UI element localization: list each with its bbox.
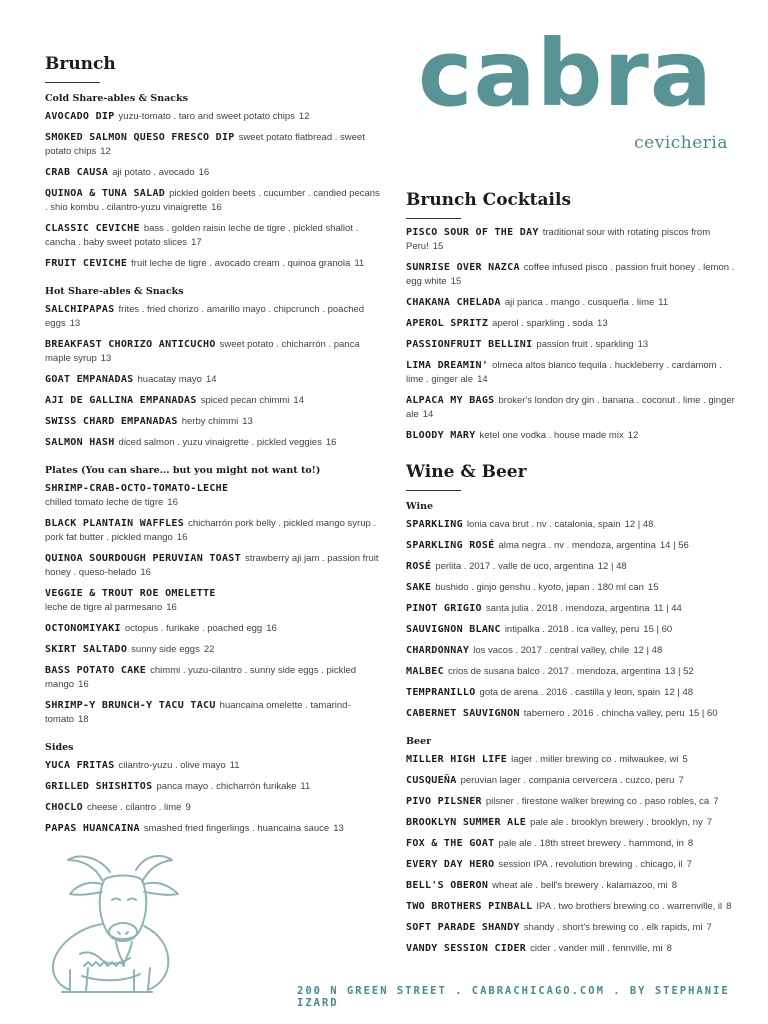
item-price: 7 [713,796,719,807]
item-price: 13 [597,318,608,329]
menu-item [45,779,380,793]
wine-beer-title: Wine & Beer [406,462,527,482]
menu-item [406,664,736,678]
item-description: aperol . sparkling . soda [492,318,594,329]
item-price: 16 [78,679,89,690]
item-price: 12 | 48 [597,561,627,572]
menu-item [45,821,380,835]
menu-item [406,878,736,892]
item-name: SUNRISE OVER NAZCA [406,262,520,273]
item-price: 12 [100,146,111,157]
item-description: gota de arena . 2016 . castilla y leon, spain [479,687,661,698]
item-price: 14 [477,374,488,385]
item-price: 15 | 60 [643,624,673,635]
item-name: FRUIT CEVICHE [45,258,128,269]
item-name: VANDY SESSION CIDER [406,943,527,954]
item-price: 16 [198,167,210,178]
item-description: pale ale . brooklyn brewery . brooklyn, ny [530,817,703,828]
item-price: 16 [140,567,151,578]
menu-item [406,815,736,829]
brunch-sections [45,93,380,835]
menu-item [45,758,380,772]
menu-item [45,800,380,814]
logo-subtitle: cevicheria [634,133,728,153]
item-description: wheat ale . bell's brewery . kalamazoo, mi [492,880,668,891]
item-price: 15 [432,241,444,252]
item-name: PASSIONFRUIT BELLINI [406,339,533,350]
item-name: SPARKLING ROSÉ [406,540,495,551]
item-description: IPA . two brothers brewing co . warrenville, il [536,901,723,912]
item-name: GRILLED SHISHITOS [45,781,153,792]
item-name: TEMPRANILLO [406,687,476,698]
item-price: 12 | 48 [633,645,663,656]
item-price: 11 | 44 [653,603,682,614]
item-name: BLOODY MARY [406,430,476,441]
item-description: lonia cava brut . nv . catalonia, spain [466,519,621,530]
item-price: 16 [176,532,188,543]
menu-item [406,316,736,330]
item-name: CABERNET SAUVIGNON [406,708,520,719]
item-name: SHRIMP-CRAB-OCTO-TOMATO-LECHE [45,483,229,494]
item-price: 7 [706,817,713,828]
menu-item [406,920,736,934]
item-price: 8 [687,838,694,849]
item-description: session IPA . revolution brewing . chicago, il [498,859,683,870]
item-price: 13 [242,416,253,427]
brunch-title: Brunch [45,54,116,74]
menu-item [45,256,380,270]
item-price: 7 [706,922,712,933]
item-name: CRAB CAUSA [45,167,109,178]
item-description: huacatay mayo [137,374,202,385]
item-name: CHAKANA CHELADA [406,297,501,308]
item-name: PISCO SOUR OF THE DAY [406,227,539,238]
menu-item [45,414,380,428]
item-price: 7 [686,859,692,870]
menu-item [406,601,736,615]
item-description: chicharrón pork belly . pickled mango syrup . pork fat butter . pickled mango [45,518,377,543]
item-price: 14 [422,409,434,420]
menu-item [45,165,380,179]
menu-item [406,899,736,913]
drinks-column [406,190,736,962]
title-divider [45,82,100,83]
item-name: PAPAS HUANCAINA [45,823,140,834]
item-price: 13 [69,318,81,329]
menu-item [45,372,380,386]
item-name: QUINOA SOURDOUGH PERUVIAN TOAST [45,553,241,564]
item-description: traditional sour with rotating piscos from Peru! [406,227,711,252]
menu-item [406,857,736,871]
item-name: CUSQUEÑA [406,775,457,786]
item-description: peruvian lager . compania cervercera . cuzco, peru [460,775,675,786]
item-price: 14 [293,395,304,406]
item-price: 16 [167,497,178,508]
menu-item [406,685,736,699]
footer-address: 200 N GREEN STREET . CABRACHICAGO.COM . BY STEPHANIE IZARD [297,985,730,1009]
item-description: octopus . furikake . poached egg [124,623,263,634]
item-name: APEROL SPRITZ [406,318,489,329]
menu-item [45,109,380,123]
item-price: 16 [325,437,337,448]
item-description: sunny side eggs [131,644,200,655]
item-name: SAUVIGNON BLANC [406,624,501,635]
item-description: santa julia . 2018 . mendoza, argentina [485,603,650,614]
item-name: OCTONOMIYAKI [45,623,121,634]
item-description: intipalka . 2018 . ica valley, peru [504,624,640,635]
beer-heading: Beer [406,736,432,747]
item-name: SKIRT SALTADO [45,644,128,655]
menu-item [406,941,736,955]
menu-item [406,337,736,351]
item-name: YUCA FRITAS [45,760,115,771]
item-price: 13 | 52 [664,666,694,677]
item-description: cider . vander mill . fennville, mi [530,943,663,954]
menu-item [45,221,380,249]
item-name: SMOKED SALMON QUESO FRESCO DIP [45,132,235,143]
item-price: 12 | 48 [624,519,654,530]
menu-item [406,794,736,808]
menu-item [406,836,736,850]
item-name: MALBEC [406,666,444,677]
item-price: 18 [78,714,89,725]
title-divider [406,490,461,491]
menu-item [406,773,736,787]
item-description: aji potato . avocado [112,167,195,178]
item-description: pale ale . 18th street brewery . hammond, in [498,838,684,849]
menu-item [406,580,736,594]
item-name: SWISS CHARD EMPANADAS [45,416,178,427]
menu-item [45,551,380,579]
item-price: 13 [100,353,112,364]
item-description: herby chimmi [181,416,239,427]
item-price: 17 [191,237,202,248]
menu-item [45,481,380,509]
item-name: BROOKLYN SUMMER ALE [406,817,527,828]
item-name: FOX & THE GOAT [406,838,495,849]
item-name: BASS POTATO CAKE [45,665,147,676]
logo-wordmark: cabra [418,20,713,127]
wine-heading: Wine [406,501,434,512]
item-description: leche de tigre al parmesano [45,602,163,613]
menu-item [45,586,380,614]
item-description: yuzu-tomato . taro and sweet potato chips [118,111,295,122]
item-description: passion fruit . sparkling [536,339,634,350]
item-description: alma negra . nv . mendoza, argentina [498,540,656,551]
menu-item [406,643,736,657]
menu-item [45,337,380,365]
item-price: 12 [627,430,639,441]
item-price: 12 | 48 [664,687,694,698]
item-name: TWO BROTHERS PINBALL [406,901,533,912]
item-description: shandy . short's brewing co . elk rapids, mi [523,922,703,933]
cocktail-list [406,225,736,442]
item-name: GOAT EMPANADAS [45,374,134,385]
item-description: cilantro-yuzu . olive mayo [118,760,226,771]
item-description: crios de susana balco . 2017 . mendoza, argentina [447,666,661,677]
item-name: VEGGIE & TROUT ROE OMELETTE [45,588,216,599]
item-description: chilled tomato leche de tigre [45,497,164,508]
item-description: coffee infused pisco . passion fruit honey . lemon . egg white [406,262,735,287]
menu-item [45,186,380,214]
item-description: broker's london dry gin . banana . coconut . lime . ginger ale [406,395,735,420]
menu-item [45,621,380,635]
menu-item [406,393,736,421]
item-price: 8 [726,901,732,912]
item-name: SALMON HASH [45,437,115,448]
item-description: panca mayo . chicharrón furikake [156,781,297,792]
item-name: PINOT GRIGIO [406,603,482,614]
item-description: tabernero . 2016 . chincha valley, peru [523,708,685,719]
menu-item [406,260,736,288]
menu-item [406,428,736,442]
item-description: bass . golden raisin leche de tigre . pickled shallot . cancha . baby sweet potato slices [45,223,359,248]
menu-item [45,435,380,449]
item-description: pickled golden beets . cucumber . candied pecans . shio kombu . cilantro-yuzu vinaigrette [45,188,380,213]
menu-item [45,642,380,656]
item-description: frites . fried chorizo . amarillo mayo . chipcrunch . poached eggs [45,304,365,329]
section-heading: Cold Share-ables & Snacks [45,93,189,104]
item-price: 9 [185,802,191,813]
item-name: SALCHIPAPAS [45,304,115,315]
item-name: SOFT PARADE SHANDY [406,922,520,933]
item-description: olmeca altos blanco tequila . huckleberry . cardamom . lime . ginger ale [406,360,722,385]
menu-item [406,538,736,552]
item-description: bushido . ginjo genshu . kyoto, japan . 180 ml can [435,582,644,593]
item-name: BREAKFAST CHORIZO ANTICUCHO [45,339,216,350]
item-price: 16 [166,602,177,613]
item-price: 11 [354,258,365,269]
item-description: ketel one vodka . house made mix [479,430,624,441]
item-description: spiced pecan chimmi [200,395,290,406]
item-description: strawberry aji jam . passion fruit honey . queso-helado [45,553,379,578]
cocktails-title: Brunch Cocktails [406,190,572,210]
item-description: lager . miller brewing co . milwaukee, wi [511,754,679,765]
menu-item [406,622,736,636]
item-description: perlita . 2017 . valle de uco, argentina [435,561,594,572]
item-price: 11 [300,781,311,792]
item-description: pilsner . firestone walker brewing co . paso robles, ca [485,796,710,807]
item-name: ALPACA MY BAGS [406,395,495,406]
menu-item [406,706,736,720]
item-price: 16 [266,623,277,634]
menu-item [406,752,736,766]
item-name: AVOCADO DIP [45,111,115,122]
item-price: 15 | 60 [688,708,718,719]
item-name: SHRIMP-Y BRUNCH-Y TACU TACU [45,700,216,711]
item-description: huancaina omelette . tamarind-tomato [45,700,351,725]
item-name: MILLER HIGH LIFE [406,754,508,765]
item-price: 15 [647,582,659,593]
item-name: AJI DE GALLINA EMPANADAS [45,395,197,406]
item-price: 14 [205,374,217,385]
item-price: 11 [229,760,240,771]
item-description: aji panca . mango . cusqueña . lime [504,297,655,308]
item-price: 13 [333,823,344,834]
menu-item [45,393,380,407]
item-name: CHOCLO [45,802,83,813]
item-name: SPARKLING [406,519,463,530]
goat-illustration [40,850,195,1000]
item-name: SAKE [406,582,432,593]
item-price: 7 [678,775,684,786]
menu-item [406,517,736,531]
brunch-column [45,54,380,842]
item-price: 22 [203,644,215,655]
item-name: BELL'S OBERON [406,880,489,891]
item-name: CLASSIC CEVICHE [45,223,140,234]
section-heading: Hot Share-ables & Snacks [45,286,184,297]
item-description: fruit leche de tigre . avocado cream . quinoa granola [131,258,351,269]
beer-list [406,752,736,955]
title-divider [406,218,461,219]
section-heading: Plates (You can share... but you might not want to!) [45,465,321,476]
item-description: cheese . cilantro . lime [86,802,182,813]
menu-item [45,516,380,544]
menu-item [45,698,380,726]
section-heading: Sides [45,742,74,753]
item-name: BLACK PLANTAIN WAFFLES [45,518,185,529]
menu-item [406,559,736,573]
item-description: diced salmon . yuzu vinaigrette . pickled veggies [118,437,322,448]
item-name: PIVO PILSNER [406,796,482,807]
menu-item [45,130,380,158]
item-description: los vacos . 2017 . central valley, chile [473,645,630,656]
menu-item [45,302,380,330]
item-description: chimmi . yuzu-cilantro . sunny side eggs . pickled mango [45,665,357,690]
item-price: 8 [666,943,672,954]
item-description: sweet potato flatbread . sweet potato chips [45,132,365,157]
wine-list [406,517,736,720]
item-price: 8 [671,880,677,891]
item-price: 5 [682,754,688,765]
item-name: LIMA DREAMIN' [406,360,489,371]
item-price: 15 [450,276,462,287]
item-name: ROSÉ [406,561,432,572]
item-name: CHARDONNAY [406,645,470,656]
menu-item [406,358,736,386]
menu-item [406,225,736,253]
menu-item [406,295,736,309]
menu-item [45,663,380,691]
item-price: 14 | 56 [659,540,689,551]
item-name: EVERY DAY HERO [406,859,495,870]
item-price: 11 [658,297,669,308]
item-description: sweet potato . chicharrón . panca maple syrup [45,339,360,364]
item-name: QUINOA & TUNA SALAD [45,188,166,199]
item-price: 16 [211,202,222,213]
item-description: smashed fried fingerlings . huancaina sauce [143,823,330,834]
item-price: 13 [637,339,649,350]
item-price: 12 [298,111,310,122]
logo [415,20,735,155]
